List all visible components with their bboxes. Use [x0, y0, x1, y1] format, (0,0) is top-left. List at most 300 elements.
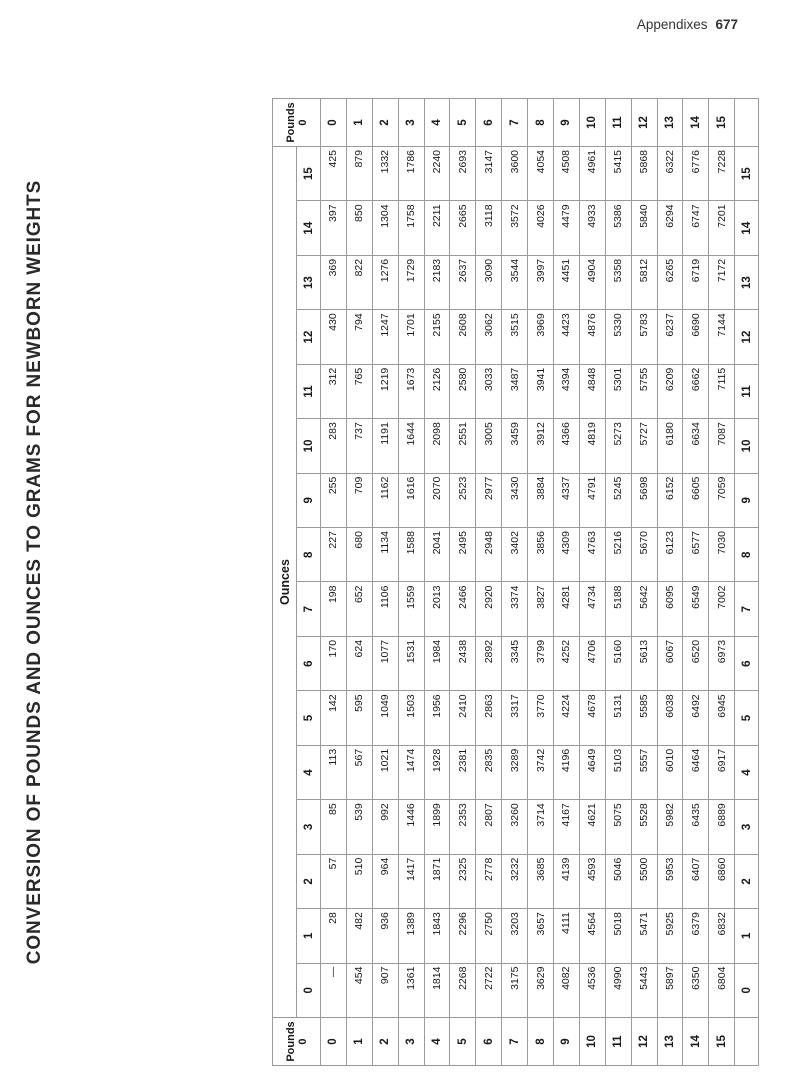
gram-value-cell: 4848	[579, 364, 605, 418]
table-row	[346, 99, 372, 1066]
gram-value-cell: 5868	[631, 147, 657, 201]
pounds-row-label-right: 0	[321, 99, 347, 147]
pounds-row-label-left: 2	[372, 1018, 398, 1066]
pounds-row-label-left: 1	[346, 1018, 372, 1066]
gram-value-cell: 850	[346, 201, 372, 255]
gram-value-cell: 2296	[450, 909, 476, 963]
pounds-row-label-right: 8	[528, 99, 554, 147]
gram-value-cell: 2211	[424, 201, 450, 255]
ounces-label-row	[273, 99, 297, 1066]
ounce-column-footer: 1	[735, 909, 759, 963]
gram-value-cell: 1843	[424, 909, 450, 963]
gram-value-cell: 6180	[657, 419, 683, 473]
section-title: Appendixes	[636, 17, 708, 32]
pounds-row-label-left: 3	[398, 1018, 424, 1066]
gram-value-cell: 170	[321, 636, 347, 690]
gram-value-cell: 312	[321, 364, 347, 418]
gram-value-cell: 1389	[398, 909, 424, 963]
gram-value-cell: 2126	[424, 364, 450, 418]
gram-value-cell: 6464	[683, 745, 709, 799]
gram-value-cell: 2183	[424, 255, 450, 309]
gram-value-cell: 5160	[605, 636, 631, 690]
gram-value-cell: 3997	[528, 255, 554, 309]
ounce-column-footer: 8	[735, 528, 759, 582]
gram-value-cell: 6605	[683, 473, 709, 527]
ounce-column-header: 7	[297, 582, 321, 636]
gram-value-cell: 5443	[631, 963, 657, 1017]
gram-value-cell: 5188	[605, 582, 631, 636]
gram-value-cell: 142	[321, 691, 347, 745]
gram-value-cell: 3487	[502, 364, 528, 418]
gram-value-cell: 3090	[476, 255, 502, 309]
gram-value-cell: 2948	[476, 528, 502, 582]
gram-value-cell: 6719	[683, 255, 709, 309]
gram-value-cell: 4791	[579, 473, 605, 527]
pounds-row-label-right: 5	[450, 99, 476, 147]
gram-value-cell: 454	[346, 963, 372, 1017]
gram-value-cell: 3742	[528, 745, 554, 799]
gram-value-cell: 2665	[450, 201, 476, 255]
table-row	[657, 99, 683, 1066]
gram-value-cell: 6095	[657, 582, 683, 636]
table-body	[321, 99, 735, 1066]
gram-value-cell: 4082	[554, 963, 580, 1017]
gram-value-cell: 3459	[502, 419, 528, 473]
gram-value-cell: 3118	[476, 201, 502, 255]
gram-value-cell: 3147	[476, 147, 502, 201]
gram-value-cell: 2041	[424, 528, 450, 582]
pounds-header-left	[273, 1018, 321, 1066]
gram-value-cell: 1219	[372, 364, 398, 418]
gram-value-cell: 1984	[424, 636, 450, 690]
gram-value-cell: 6690	[683, 310, 709, 364]
ounce-column-header: 10	[297, 419, 321, 473]
side-title: CONVERSION OF POUNDS AND OUNCES TO GRAMS FOR NEWBORN WEIGHTS	[24, 179, 45, 965]
table-row	[398, 99, 424, 1066]
table-row	[579, 99, 605, 1066]
gram-value-cell: 3770	[528, 691, 554, 745]
pounds-row-label-right: 12	[631, 99, 657, 147]
gram-value-cell: 5500	[631, 854, 657, 908]
ounce-column-header: 0	[297, 963, 321, 1017]
gram-value-cell: 907	[372, 963, 398, 1017]
gram-value-cell: 3515	[502, 310, 528, 364]
gram-value-cell: 5301	[605, 364, 631, 418]
gram-value-cell: 4536	[579, 963, 605, 1017]
pounds-row-label-right: 15	[709, 99, 735, 147]
gram-value-cell: 1304	[372, 201, 398, 255]
gram-value-cell: 2722	[476, 963, 502, 1017]
gram-value-cell: 4309	[554, 528, 580, 582]
ounce-column-footer: 4	[735, 745, 759, 799]
gram-value-cell: 936	[372, 909, 398, 963]
gram-value-cell: 1446	[398, 800, 424, 854]
gram-value-cell: 7228	[709, 147, 735, 201]
gram-value-cell: 6350	[683, 963, 709, 1017]
gram-value-cell: 5358	[605, 255, 631, 309]
gram-value-cell: 2778	[476, 854, 502, 908]
gram-value-cell: 539	[346, 800, 372, 854]
gram-value-cell: 5046	[605, 854, 631, 908]
gram-value-cell: 85	[321, 800, 347, 854]
table-row	[631, 99, 657, 1066]
gram-value-cell: 1191	[372, 419, 398, 473]
gram-value-cell: 5216	[605, 528, 631, 582]
gram-value-cell: 6662	[683, 364, 709, 418]
table-row	[424, 99, 450, 1066]
gram-value-cell: 4479	[554, 201, 580, 255]
pounds-row-label-left: 15	[709, 1018, 735, 1066]
gram-value-cell: 5103	[605, 745, 631, 799]
pounds-row-label-left: 8	[528, 1018, 554, 1066]
gram-value-cell: 1049	[372, 691, 398, 745]
gram-value-cell: 430	[321, 310, 347, 364]
gram-value-cell: 4904	[579, 255, 605, 309]
gram-value-cell: 4678	[579, 691, 605, 745]
pounds-header-first-value: 0	[296, 1038, 309, 1045]
pounds-row-label-right: 13	[657, 99, 683, 147]
ounce-column-footer: 6	[735, 636, 759, 690]
gram-value-cell: 1814	[424, 963, 450, 1017]
gram-value-cell: 3175	[502, 963, 528, 1017]
gram-value-cell: 2892	[476, 636, 502, 690]
gram-value-cell: 794	[346, 310, 372, 364]
conversion-table-wrapper	[272, 98, 753, 1066]
gram-value-cell: 964	[372, 854, 398, 908]
pounds-row-label-right: 2	[372, 99, 398, 147]
gram-value-cell: 4167	[554, 800, 580, 854]
gram-value-cell: 3203	[502, 909, 528, 963]
ounce-column-header: 9	[297, 473, 321, 527]
gram-value-cell: 3969	[528, 310, 554, 364]
gram-value-cell: 5840	[631, 201, 657, 255]
gram-value-cell: 283	[321, 419, 347, 473]
gram-value-cell: 6832	[709, 909, 735, 963]
gram-value-cell: 2977	[476, 473, 502, 527]
gram-value-cell: 1021	[372, 745, 398, 799]
gram-value-cell: 6860	[709, 854, 735, 908]
ounce-column-footer: 5	[735, 691, 759, 745]
gram-value-cell: 5075	[605, 800, 631, 854]
gram-value-cell: 3685	[528, 854, 554, 908]
gram-value-cell: 3289	[502, 745, 528, 799]
gram-value-cell: 4961	[579, 147, 605, 201]
gram-value-cell: 2070	[424, 473, 450, 527]
gram-value-cell: 992	[372, 800, 398, 854]
gram-value-cell: 1134	[372, 528, 398, 582]
gram-value-cell: 4252	[554, 636, 580, 690]
gram-value-cell: 5897	[657, 963, 683, 1017]
gram-value-cell: 5018	[605, 909, 631, 963]
gram-value-cell: 1729	[398, 255, 424, 309]
table-row	[554, 99, 580, 1066]
gram-value-cell: 5386	[605, 201, 631, 255]
gram-value-cell: 2580	[450, 364, 476, 418]
table-row	[450, 99, 476, 1066]
gram-value-cell: 1503	[398, 691, 424, 745]
ounce-column-footer: 9	[735, 473, 759, 527]
gram-value-cell: 4026	[528, 201, 554, 255]
gram-value-cell: 1162	[372, 473, 398, 527]
gram-value-cell: 6067	[657, 636, 683, 690]
table-row	[476, 99, 502, 1066]
gram-value-cell: 652	[346, 582, 372, 636]
gram-value-cell: 3714	[528, 800, 554, 854]
ounce-column-footer: 10	[735, 419, 759, 473]
gram-value-cell: 4366	[554, 419, 580, 473]
gram-value-cell: 3374	[502, 582, 528, 636]
pounds-row-label-left: 5	[450, 1018, 476, 1066]
gram-value-cell: 2863	[476, 691, 502, 745]
gram-value-cell: 1701	[398, 310, 424, 364]
gram-value-cell: 3629	[528, 963, 554, 1017]
gram-value-cell: 7144	[709, 310, 735, 364]
gram-value-cell: 2240	[424, 147, 450, 201]
gram-value-cell: 1106	[372, 582, 398, 636]
gram-value-cell: 5727	[631, 419, 657, 473]
gram-value-cell: 5642	[631, 582, 657, 636]
gram-value-cell: 3912	[528, 419, 554, 473]
pounds-row-label-right: 7	[502, 99, 528, 147]
gram-value-cell: 4819	[579, 419, 605, 473]
gram-value-cell: 5953	[657, 854, 683, 908]
gram-value-cell: 1077	[372, 636, 398, 690]
gram-value-cell: 4990	[605, 963, 631, 1017]
gram-value-cell: —	[321, 963, 347, 1017]
pounds-row-label-left: 0	[321, 1018, 347, 1066]
gram-value-cell: 1644	[398, 419, 424, 473]
gram-value-cell: 3600	[502, 147, 528, 201]
ounce-columns-footer-row	[735, 99, 759, 1066]
gram-value-cell: 6917	[709, 745, 735, 799]
gram-value-cell: 2466	[450, 582, 476, 636]
gram-value-cell: 2807	[476, 800, 502, 854]
gram-value-cell: 624	[346, 636, 372, 690]
gram-value-cell: 227	[321, 528, 347, 582]
gram-value-cell: 4281	[554, 582, 580, 636]
gram-value-cell: 2268	[450, 963, 476, 1017]
gram-value-cell: 1588	[398, 528, 424, 582]
gram-value-cell: 567	[346, 745, 372, 799]
table-row	[683, 99, 709, 1066]
gram-value-cell: 2835	[476, 745, 502, 799]
pounds-row-label-left: 12	[631, 1018, 657, 1066]
gram-value-cell: 3345	[502, 636, 528, 690]
gram-value-cell: 7087	[709, 419, 735, 473]
gram-value-cell: 1871	[424, 854, 450, 908]
gram-value-cell: 1559	[398, 582, 424, 636]
table-row	[321, 99, 347, 1066]
pounds-header-first-value: 0	[296, 119, 309, 126]
gram-value-cell: 6407	[683, 854, 709, 908]
gram-value-cell: 2098	[424, 419, 450, 473]
table-row	[605, 99, 631, 1066]
gram-value-cell: 6776	[683, 147, 709, 201]
gram-value-cell: 3402	[502, 528, 528, 582]
ounce-column-header: 11	[297, 364, 321, 418]
ounce-column-footer: 14	[735, 201, 759, 255]
gram-value-cell: 1956	[424, 691, 450, 745]
gram-value-cell: 4196	[554, 745, 580, 799]
ounce-column-header: 14	[297, 201, 321, 255]
gram-value-cell: 595	[346, 691, 372, 745]
pounds-row-label-left: 6	[476, 1018, 502, 1066]
pounds-row-label-left: 13	[657, 1018, 683, 1066]
ounce-column-header: 1	[297, 909, 321, 963]
gram-value-cell: 7059	[709, 473, 735, 527]
gram-value-cell: 4139	[554, 854, 580, 908]
gram-value-cell: 57	[321, 854, 347, 908]
gram-value-cell: 6520	[683, 636, 709, 690]
ounce-column-header: 15	[297, 147, 321, 201]
gram-value-cell: 2381	[450, 745, 476, 799]
gram-value-cell: 2920	[476, 582, 502, 636]
gram-value-cell: 4734	[579, 582, 605, 636]
gram-value-cell: 6747	[683, 201, 709, 255]
gram-value-cell: 1332	[372, 147, 398, 201]
gram-value-cell: 2495	[450, 528, 476, 582]
gram-value-cell: 1276	[372, 255, 398, 309]
gram-value-cell: 3430	[502, 473, 528, 527]
ounce-column-header: 4	[297, 745, 321, 799]
pounds-row-label-right: 11	[605, 99, 631, 147]
gram-value-cell: 1673	[398, 364, 424, 418]
gram-value-cell: 1417	[398, 854, 424, 908]
table-row	[709, 99, 735, 1066]
gram-value-cell: 5613	[631, 636, 657, 690]
gram-value-cell: 7030	[709, 528, 735, 582]
pounds-row-label-left: 10	[579, 1018, 605, 1066]
ounce-columns-row	[297, 99, 321, 1066]
gram-value-cell: 482	[346, 909, 372, 963]
gram-value-cell: 4933	[579, 201, 605, 255]
gram-value-cell: 1247	[372, 310, 398, 364]
pounds-label: Pounds	[284, 1021, 297, 1062]
gram-value-cell: 2551	[450, 419, 476, 473]
gram-value-cell: 1928	[424, 745, 450, 799]
gram-value-cell: 1616	[398, 473, 424, 527]
gram-value-cell: 7002	[709, 582, 735, 636]
gram-value-cell: 2750	[476, 909, 502, 963]
gram-value-cell: 3572	[502, 201, 528, 255]
ounce-column-footer: 2	[735, 854, 759, 908]
pounds-row-label-left: 4	[424, 1018, 450, 1066]
ounces-label: Ounces	[273, 147, 297, 1018]
gram-value-cell: 709	[346, 473, 372, 527]
gram-value-cell: 3232	[502, 854, 528, 908]
gram-value-cell: 6889	[709, 800, 735, 854]
footer-corner-left	[735, 1018, 759, 1066]
gram-value-cell: 4337	[554, 473, 580, 527]
gram-value-cell: 7201	[709, 201, 735, 255]
table-row	[372, 99, 398, 1066]
ounce-column-footer: 11	[735, 364, 759, 418]
pounds-row-label-right: 4	[424, 99, 450, 147]
gram-value-cell: 3941	[528, 364, 554, 418]
gram-value-cell: 2438	[450, 636, 476, 690]
gram-value-cell: 5698	[631, 473, 657, 527]
pounds-row-label-right: 3	[398, 99, 424, 147]
table-row	[528, 99, 554, 1066]
gram-value-cell: 6265	[657, 255, 683, 309]
ounce-column-footer: 13	[735, 255, 759, 309]
gram-value-cell: 28	[321, 909, 347, 963]
gram-value-cell: 1899	[424, 800, 450, 854]
pounds-header-right	[273, 99, 321, 147]
gram-value-cell: 6209	[657, 364, 683, 418]
ounce-column-header: 2	[297, 854, 321, 908]
gram-value-cell: 425	[321, 147, 347, 201]
pounds-label: Pounds	[284, 102, 297, 143]
table-row	[502, 99, 528, 1066]
gram-value-cell: 5982	[657, 800, 683, 854]
gram-value-cell: 2410	[450, 691, 476, 745]
gram-value-cell: 5557	[631, 745, 657, 799]
conversion-table	[272, 98, 759, 1066]
pounds-row-label-right: 1	[346, 99, 372, 147]
gram-value-cell: 1786	[398, 147, 424, 201]
gram-value-cell: 1474	[398, 745, 424, 799]
gram-value-cell: 4224	[554, 691, 580, 745]
gram-value-cell: 2353	[450, 800, 476, 854]
gram-value-cell: 4054	[528, 147, 554, 201]
footer-corner-right	[735, 99, 759, 147]
gram-value-cell: 5812	[631, 255, 657, 309]
gram-value-cell: 737	[346, 419, 372, 473]
gram-value-cell: 5528	[631, 800, 657, 854]
gram-value-cell: 3005	[476, 419, 502, 473]
gram-value-cell: 6322	[657, 147, 683, 201]
ounce-column-header: 8	[297, 528, 321, 582]
gram-value-cell: 2013	[424, 582, 450, 636]
gram-value-cell: 7172	[709, 255, 735, 309]
gram-value-cell: 4706	[579, 636, 605, 690]
ounce-column-header: 5	[297, 691, 321, 745]
ounce-column-header: 12	[297, 310, 321, 364]
gram-value-cell: 4763	[579, 528, 605, 582]
gram-value-cell: 397	[321, 201, 347, 255]
gram-value-cell: 5925	[657, 909, 683, 963]
gram-value-cell: 4876	[579, 310, 605, 364]
gram-value-cell: 6294	[657, 201, 683, 255]
gram-value-cell: 6123	[657, 528, 683, 582]
ounce-column-header: 3	[297, 800, 321, 854]
gram-value-cell: 510	[346, 854, 372, 908]
gram-value-cell: 1361	[398, 963, 424, 1017]
gram-value-cell: 765	[346, 364, 372, 418]
gram-value-cell: 4451	[554, 255, 580, 309]
gram-value-cell: 4593	[579, 854, 605, 908]
ounce-column-footer: 12	[735, 310, 759, 364]
gram-value-cell: 255	[321, 473, 347, 527]
ounce-column-footer: 15	[735, 147, 759, 201]
page-number: 677	[715, 17, 738, 32]
pounds-row-label-left: 11	[605, 1018, 631, 1066]
gram-value-cell: 3317	[502, 691, 528, 745]
gram-value-cell: 4394	[554, 364, 580, 418]
pounds-row-label-right: 9	[554, 99, 580, 147]
gram-value-cell: 3884	[528, 473, 554, 527]
pounds-row-label-left: 9	[554, 1018, 580, 1066]
gram-value-cell: 5273	[605, 419, 631, 473]
ounce-column-footer: 7	[735, 582, 759, 636]
gram-value-cell: 1531	[398, 636, 424, 690]
gram-value-cell: 3544	[502, 255, 528, 309]
gram-value-cell: 113	[321, 745, 347, 799]
gram-value-cell: 6435	[683, 800, 709, 854]
gram-value-cell: 6010	[657, 745, 683, 799]
gram-value-cell: 198	[321, 582, 347, 636]
